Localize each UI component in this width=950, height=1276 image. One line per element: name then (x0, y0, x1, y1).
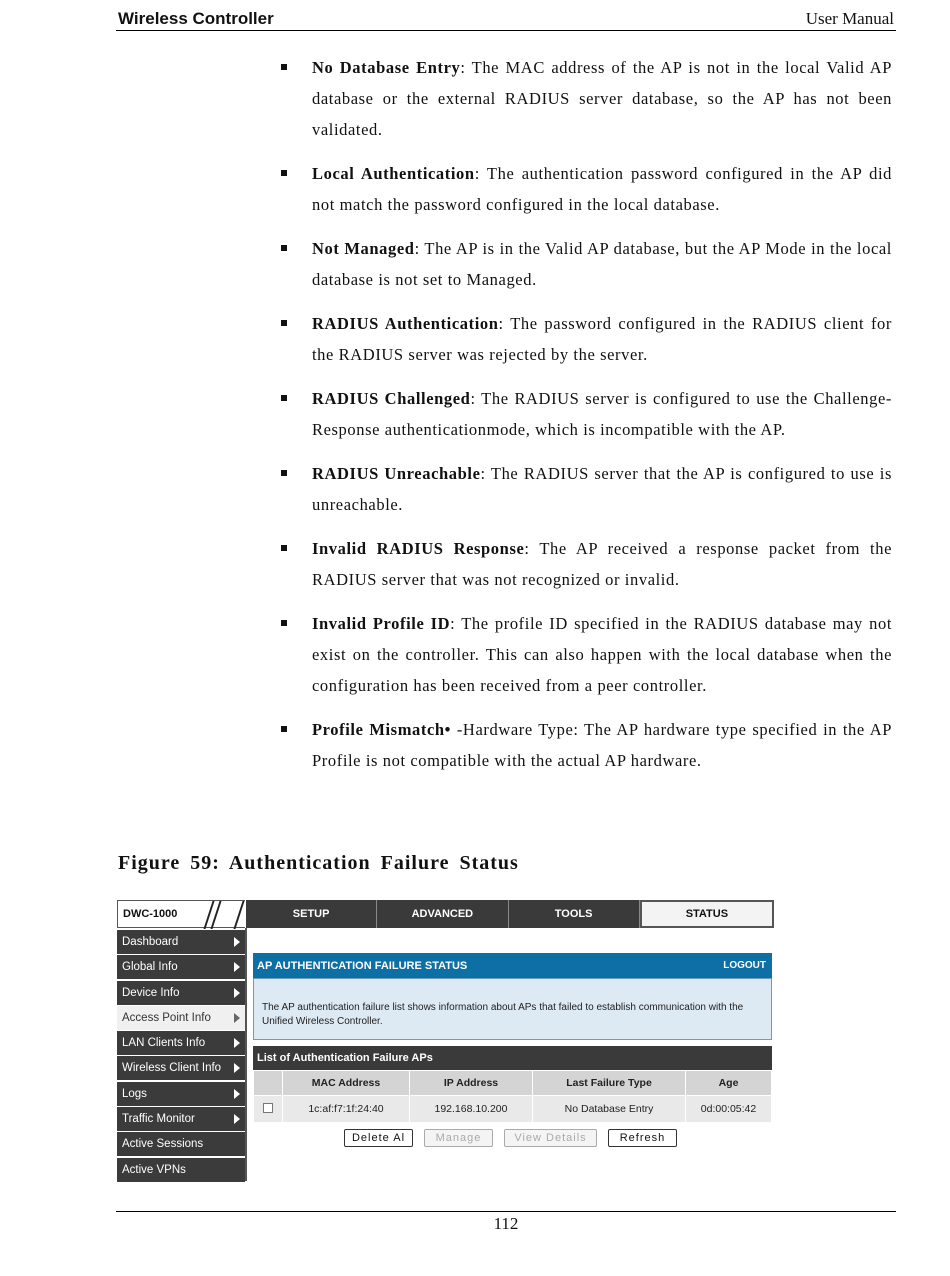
sidebar-item-label: LAN Clients Info (122, 1037, 206, 1050)
square-bullet-icon (281, 245, 287, 251)
sidebar-item-lan-clients-info[interactable] (117, 1031, 245, 1055)
definition: : The authentication password configured in the AP did not match the password configured in the local database. (312, 164, 892, 214)
term: RADIUS Authentication (312, 314, 499, 333)
refresh-button[interactable]: Refresh (608, 1129, 677, 1147)
term: Invalid RADIUS Response (312, 539, 525, 558)
term: RADIUS Unreachable (312, 464, 481, 483)
list-item (280, 458, 892, 520)
sidebar-item-label: Device Info (122, 986, 180, 999)
list-item (280, 714, 892, 776)
delete-all-button[interactable]: Delete Al (344, 1129, 413, 1147)
list-item (280, 52, 892, 145)
view-details-button[interactable]: View Details (504, 1129, 597, 1147)
logo-slash-icon (233, 901, 244, 929)
square-bullet-icon (281, 395, 287, 401)
term: RADIUS Challenged (312, 389, 471, 408)
arrow-right-icon (234, 962, 240, 972)
square-bullet-icon (281, 64, 287, 70)
ip-cell: 192.168.10.200 (410, 1096, 533, 1123)
arrow-right-icon (234, 988, 240, 998)
column-header: Age (686, 1071, 772, 1096)
arrow-right-icon (234, 1114, 240, 1124)
sidebar-item-label: Dashboard (122, 936, 179, 948)
sidebar-item-active-vpns[interactable] (117, 1158, 245, 1182)
sidebar (117, 930, 245, 1183)
list-item (280, 533, 892, 595)
sidebar-divider (245, 928, 247, 1181)
logout-link[interactable]: LOGOUT (723, 960, 766, 971)
header-left: Wireless Controller (118, 9, 274, 28)
definition: : The AP is in the Valid AP database, but the AP Mode in the local database is not set to Managed. (312, 239, 892, 289)
row-select-cell (254, 1096, 283, 1123)
panel-title: AP AUTHENTICATION FAILURE STATUS (257, 960, 468, 972)
sidebar-item-dashboard[interactable] (117, 930, 245, 954)
arrow-right-icon (234, 1063, 240, 1073)
sidebar-item-traffic-monitor[interactable] (117, 1107, 245, 1131)
definition: : The profile ID specified in the RADIUS database may not exist on the controller. This can also happen with the local database when the configuration has been received from a peer controller. (312, 614, 892, 695)
select-column-header (254, 1071, 283, 1096)
square-bullet-icon (281, 320, 287, 326)
sidebar-item-wireless-client-info[interactable] (117, 1056, 245, 1080)
column-header: IP Address (410, 1071, 533, 1096)
tab-tools[interactable]: TOOLS (509, 900, 640, 928)
tab-setup[interactable]: SETUP (246, 900, 377, 928)
footer-rule (116, 1211, 896, 1212)
panel-description: The AP authentication failure list shows information about APs that failed to establish communication with the Unified Wireless Controller. (253, 978, 772, 1040)
list-title: List of Authentication Failure APs (253, 1046, 772, 1070)
sidebar-item-label: Logs (122, 1087, 147, 1100)
sidebar-item-label: Traffic Monitor (122, 1113, 195, 1126)
page-header (116, 6, 896, 31)
arrow-right-icon (234, 1089, 240, 1099)
sidebar-item-logs[interactable] (117, 1082, 245, 1106)
header-right: User Manual (805, 9, 894, 28)
sidebar-item-label: Active VPNs (122, 1163, 186, 1176)
age-cell: 0d:00:05:42 (686, 1096, 772, 1123)
square-bullet-icon (281, 170, 287, 176)
column-header: MAC Address (283, 1071, 410, 1096)
sidebar-item-active-sessions[interactable] (117, 1132, 245, 1156)
row-checkbox[interactable] (263, 1103, 273, 1113)
manage-button[interactable]: Manage (424, 1129, 493, 1147)
failure-table (253, 1070, 772, 1123)
sidebar-item-label: Global Info (122, 961, 178, 974)
table-header-row (254, 1071, 772, 1096)
sidebar-item-device-info[interactable] (117, 981, 245, 1005)
term: No Database Entry (312, 58, 461, 77)
list-item (280, 158, 892, 220)
arrow-right-icon (234, 1038, 240, 1048)
top-nav (246, 900, 774, 928)
list-item (280, 608, 892, 701)
arrow-right-icon (234, 937, 240, 947)
definition: : The RADIUS server that the AP is configured to use is unreachable. (312, 464, 892, 514)
arrow-right-icon (234, 1013, 240, 1023)
sidebar-item-label: Wireless Client Info (122, 1062, 222, 1075)
term: Profile Mismatch• (312, 720, 452, 739)
tab-advanced[interactable]: ADVANCED (377, 900, 508, 928)
square-bullet-icon (281, 726, 287, 732)
table-row (254, 1096, 772, 1123)
list-item (280, 383, 892, 445)
page-number: 112 (493, 1214, 519, 1233)
panel-title-bar (253, 953, 772, 978)
embedded-screenshot (117, 900, 774, 1181)
sidebar-item-label: Active Sessions (122, 1138, 204, 1151)
sidebar-item-label: Access Point Info (122, 1011, 211, 1024)
list-item (280, 308, 892, 370)
definition: : The MAC address of the AP is not in the local Valid AP database or the external RADIUS server database, so the AP has not been validated. (312, 58, 892, 139)
term: Invalid Profile ID (312, 614, 451, 633)
list-item (280, 233, 892, 295)
square-bullet-icon (281, 545, 287, 551)
tab-status[interactable]: STATUS (640, 900, 774, 928)
square-bullet-icon (281, 620, 287, 626)
logo-text: DWC-1000 (123, 908, 178, 920)
product-logo (117, 900, 245, 928)
definition: -Hardware Type: The AP hardware type specified in the AP Profile is not compatible with the actual AP hardware. (312, 720, 892, 770)
mac-cell: 1c:af:f7:1f:24:40 (283, 1096, 410, 1123)
sidebar-item-global-info[interactable] (117, 955, 245, 979)
figure-caption: Figure 59: Authentication Failure Status (118, 852, 519, 874)
column-header: Last Failure Type (533, 1071, 686, 1096)
definition: : The password configured in the RADIUS client for the RADIUS server was rejected by the server. (312, 314, 892, 364)
definition: : The RADIUS server is configured to use the Challenge-Response authenticationmode, which is incompatible with the AP. (312, 389, 892, 439)
failure-type-list (280, 52, 892, 789)
term: Not Managed (312, 239, 415, 258)
failure-type-cell: No Database Entry (533, 1096, 686, 1123)
sidebar-item-access-point-info[interactable] (117, 1006, 245, 1030)
definition: : The AP received a response packet from the RADIUS server that was not recognized or invalid. (312, 539, 893, 589)
term: Local Authentication (312, 164, 475, 183)
square-bullet-icon (281, 470, 287, 476)
